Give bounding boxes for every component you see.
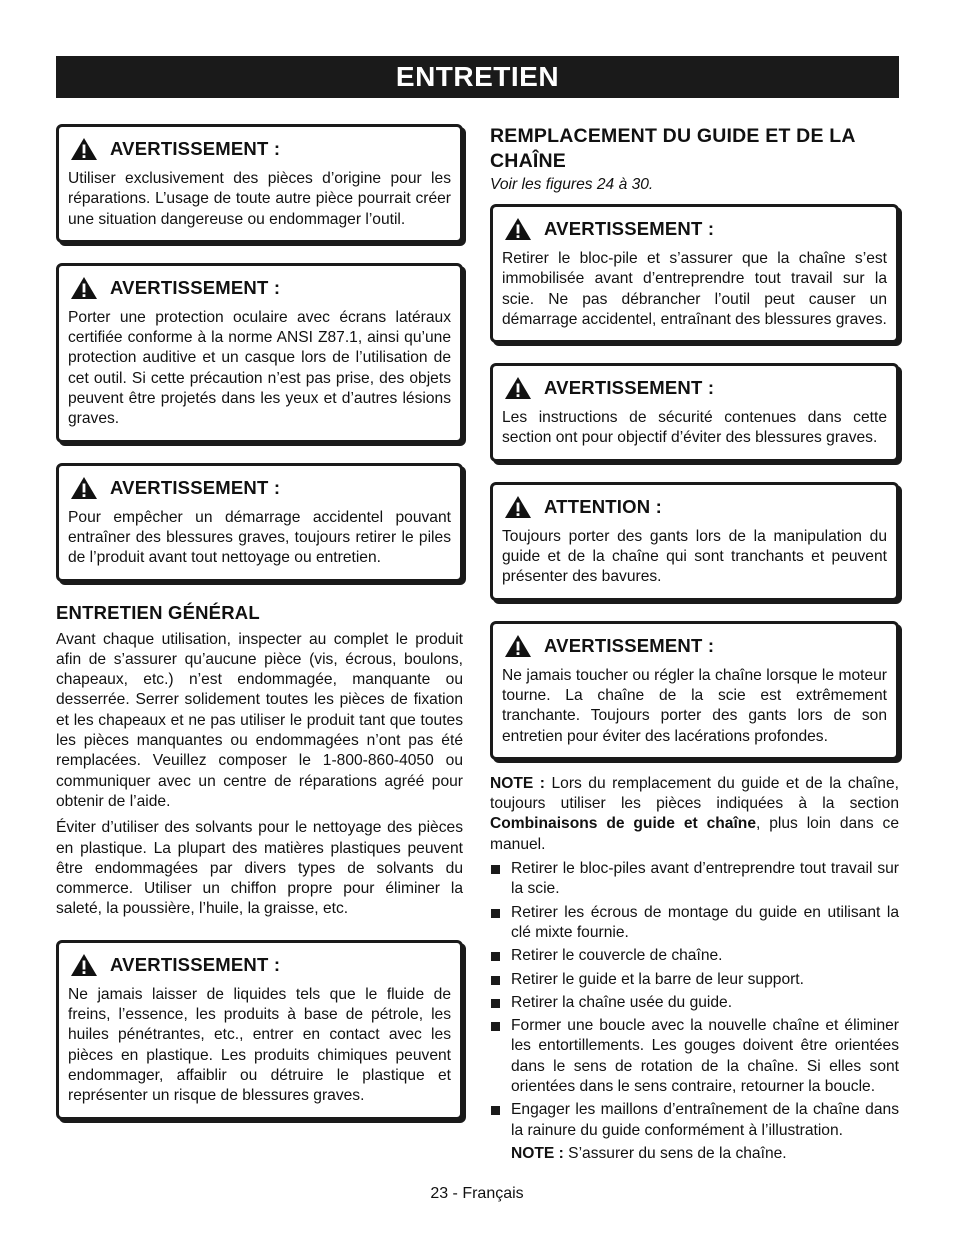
bullet-square-icon (491, 952, 500, 961)
warning-header (68, 276, 451, 300)
warning-triangle-icon (70, 953, 98, 977)
list-item-text: Engager les maillons d’entraînement de la chaîne dans la rainure du guide conformément à l’illustration. (511, 1101, 899, 1139)
note-text: S’assurer du sens de la chaîne. (563, 1144, 787, 1162)
warning-box (56, 463, 463, 582)
bullet-square-icon (491, 909, 500, 918)
warning-title: AVERTISSEMENT : (544, 377, 715, 399)
warning-triangle-icon (70, 276, 98, 300)
warning-text: Pour empêcher un démarrage accidentel pouvant entraîner des blessures graves, toujours retirer le piles de l’produit avant tout nettoyage ou entretien. (68, 508, 451, 567)
warning-triangle-icon (70, 476, 98, 500)
warning-triangle-icon (504, 634, 532, 658)
bullet-square-icon (491, 865, 500, 874)
page-number: 23 - Français (430, 1185, 524, 1202)
warning-text: Ne jamais laisser de liquides tels que le fluide de freins, l’essence, les produits à base de pétrole, les huiles pénétrantes, etc., entrer en contact avec les pièces en plastique. Les produits chimiques peuvent endommager, affaiblir ou détruire le plastique et représenter un risque de blessures graves. (68, 985, 451, 1105)
caution-header (502, 495, 887, 519)
note-label: NOTE : (490, 774, 545, 792)
right-column (490, 124, 899, 1164)
warning-text: Ne jamais toucher ou régler la chaîne lorsque le moteur tourne. La chaîne de la scie est extrêmement tranchante. Toujours porter des gants lors de son entretien pour éviter des lacérations profondes. (502, 666, 887, 745)
warning-title: AVERTISSEMENT : (544, 634, 715, 656)
warning-title: AVERTISSEMENT : (110, 953, 281, 975)
paragraph: Éviter d’utiliser des solvants pour le nettoyage des pièces en plastique. La plupart des matières plastiques peuvent être endommagées par divers types de solvants du commerce. Utiliser un chiffon propre pour éliminer la saleté, la poussière, l’huile, la graisse, etc. (56, 819, 463, 918)
note-paragraph (490, 774, 899, 855)
list-item-text: Retirer le guide et la barre de leur support. (511, 970, 804, 988)
warning-box (490, 621, 899, 760)
warning-triangle-icon (504, 376, 532, 400)
warning-header (68, 137, 451, 161)
figure-reference: Voir les figures 24 à 30. (490, 176, 654, 193)
warning-text: Porter une protection oculaire avec écrans latéraux certifiée conforme à la norme ANSI Z87.1, ainsi qu’une protection auditive et un casque lors de l’utilisation de cet outil. Si cette précaution n’est pas prise, des objets peuvent être projetés dans les yeux et d’autres lésions graves. (68, 308, 451, 428)
list-item (490, 1100, 899, 1141)
list-item-text: Retirer le couvercle de chaîne. (511, 947, 723, 965)
warning-header (68, 476, 451, 500)
list-item-text: Retirer la chaîne usée du guide. (511, 993, 733, 1011)
warning-box (56, 263, 463, 443)
caution-box (490, 482, 899, 601)
caution-text: Toujours porter des gants lors de la manipulation du guide et de la chaîne qui sont tranchants et peuvent présenter des bavures. (502, 527, 887, 586)
warning-box (56, 940, 463, 1120)
steps-list (490, 859, 899, 1141)
list-item (490, 1016, 899, 1097)
warning-triangle-icon (70, 137, 98, 161)
warning-title: AVERTISSEMENT : (110, 138, 281, 159)
list-item-text: Retirer les écrous de montage du guide en utilisant la clé mixte fournie. (511, 903, 899, 941)
list-item (490, 970, 899, 990)
note-text: Lors du remplacement du guide et de la chaîne, toujours utiliser les pièces indiquées à la section (490, 774, 899, 813)
warning-header (502, 376, 887, 400)
bullet-square-icon (491, 999, 500, 1008)
list-item (490, 903, 899, 944)
note-text: , plus loin dans ce manuel. (490, 815, 900, 853)
paragraph: Avant chaque utilisation, inspecter au complet le produit afin de s’assurer qu’aucune pièce (vis, écrous, boulons, chapeaux, etc.) n’est endommagée, manquante ou desserrée. Serrer solidement toutes les pièces de fixation et les chapeaux et ne pas utiliser le produit tant que toutes les pièces manquantes ou endommagées n’ont pas été remplacées. Veuillez composer le 1-800-860-4050 ou communiquer avec un centre de réparations agréé pour obtenir de l’aide. (56, 630, 463, 810)
warning-title: AVERTISSEMENT : (110, 476, 281, 498)
bullet-square-icon (491, 1022, 500, 1031)
section-title-guide-chain-replacement: REMPLACEMENT DU GUIDE ET DE LA CHAÎNE (490, 125, 855, 172)
warning-box (490, 204, 899, 343)
bullet-square-icon (491, 1106, 500, 1115)
warning-title: AVERTISSEMENT : (544, 218, 715, 239)
left-column (56, 124, 463, 1140)
list-item (490, 946, 899, 966)
warning-header (68, 953, 451, 977)
warning-box (490, 363, 899, 462)
bullet-square-icon (491, 976, 500, 985)
warning-triangle-icon (504, 495, 532, 519)
list-item (490, 993, 899, 1013)
final-note (490, 1144, 899, 1164)
warning-text: Les instructions de sécurité contenues dans cette section ont pour objectif d’éviter des blessures graves. (502, 409, 887, 447)
warning-triangle-icon (504, 217, 532, 241)
page-banner-title: ENTRETIEN (56, 56, 899, 98)
warning-title: AVERTISSEMENT : (110, 276, 281, 298)
warning-header (502, 634, 887, 658)
list-item (490, 859, 899, 900)
warning-text: Utiliser exclusivement des pièces d’origine pour les réparations. L’usage de toute autre pièce pourrait créer une situation dangereuse ou endommager l’outil. (68, 170, 451, 228)
warning-box (56, 124, 463, 243)
note-label: NOTE : (511, 1144, 564, 1162)
list-item-text: Retirer le bloc-piles avant d’entreprendre tout travail sur la scie. (511, 860, 899, 898)
caution-title: ATTENTION : (544, 495, 662, 517)
warning-text: Retirer le bloc-pile et s’assurer que la chaîne s’est immobilisée avant d’entreprendre tout travail sur la scie. Ne pas débrancher l’outil peut causer un démarrage accidentel, entraînant des blessures graves. (502, 250, 887, 328)
note-bold-reference: Combinaisons de guide et chaîne (490, 815, 756, 833)
warning-header (502, 217, 887, 241)
list-item-text: Former une boucle avec la nouvelle chaîne et éliminer les entortillements. Les gouges doivent être orientées dans le sens de rotation de la chaîne. Si elles sont orientées dans le sens contraire, retourner la boucle. (511, 1017, 899, 1096)
section-title-general-maintenance: ENTRETIEN GÉNÉRAL (56, 601, 260, 623)
